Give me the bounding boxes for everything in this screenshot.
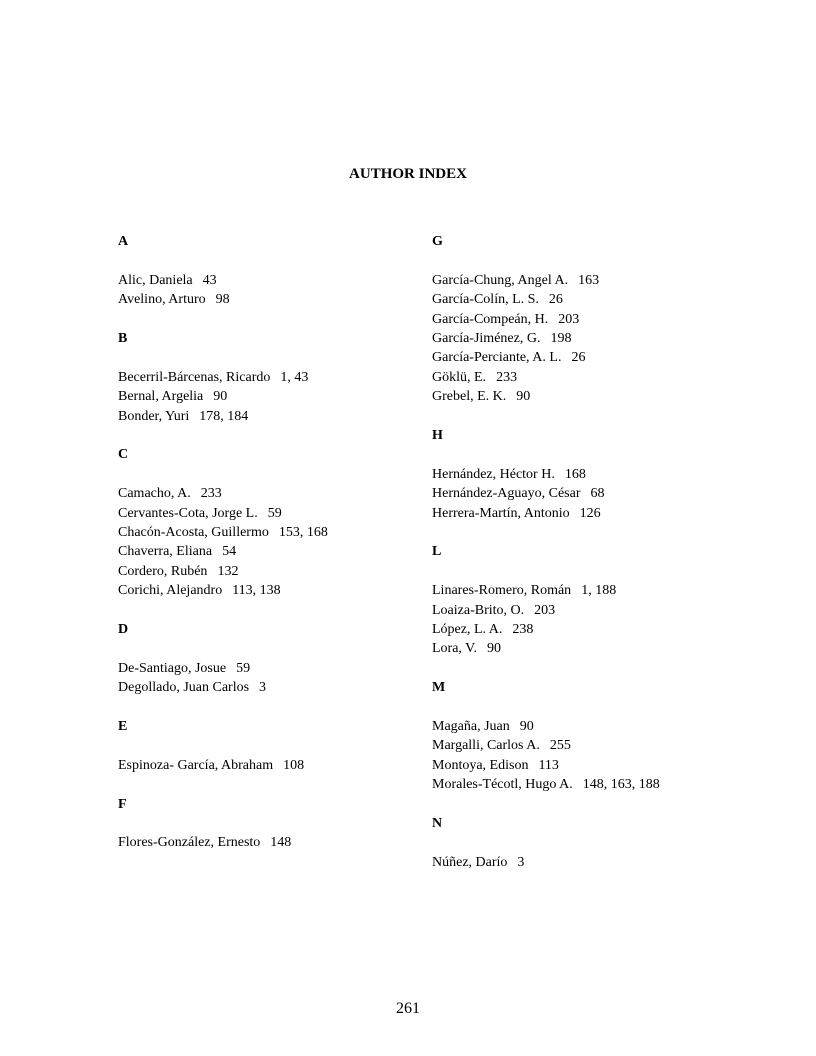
author-name: Cordero, Rubén xyxy=(118,563,208,579)
page-refs: 108 xyxy=(283,757,305,773)
author-name: Lora, V. xyxy=(432,641,477,657)
index-entry xyxy=(432,387,660,406)
author-name: Hernández-Aguayo, César xyxy=(432,486,581,502)
index-entry xyxy=(432,310,660,329)
index-entry xyxy=(118,368,328,387)
author-name: Grebel, E. K. xyxy=(432,389,507,405)
index-entry xyxy=(118,542,328,561)
index-section-c xyxy=(118,445,328,600)
page-refs: 59 xyxy=(267,505,282,521)
page-refs: 153, 168 xyxy=(278,525,328,541)
page-refs: 1, 188 xyxy=(581,583,617,599)
index-entry xyxy=(118,659,328,678)
section-letter: F xyxy=(118,796,127,812)
author-name: De-Santiago, Josue xyxy=(118,660,227,676)
index-entry xyxy=(118,271,328,290)
index-section-n xyxy=(432,814,660,872)
index-entry xyxy=(118,484,328,503)
author-name: Linares-Romero, Román xyxy=(432,583,572,599)
page-refs: 59 xyxy=(236,660,251,676)
page-refs: 178, 184 xyxy=(199,408,249,424)
page-refs: 3 xyxy=(259,680,267,696)
index-entry xyxy=(118,562,328,581)
page-refs: 113 xyxy=(538,757,559,773)
index-entry xyxy=(432,581,660,600)
author-name: Magaña, Juan xyxy=(432,719,510,735)
index-entry xyxy=(118,387,328,406)
page-refs: 163 xyxy=(578,272,600,288)
index-entry xyxy=(118,581,328,600)
index-entry xyxy=(432,639,660,658)
page-refs: 1, 43 xyxy=(280,369,309,385)
author-name: García-Jiménez, G. xyxy=(432,331,541,347)
page-refs: 90 xyxy=(213,389,228,405)
author-name: García-Compeán, H. xyxy=(432,311,549,327)
page-refs: 90 xyxy=(519,719,534,735)
page-refs: 26 xyxy=(571,350,586,366)
index-entry xyxy=(432,775,660,794)
index-entry xyxy=(432,368,660,387)
author-name: Chaverra, Eliana xyxy=(118,544,213,560)
index-entry xyxy=(432,717,660,736)
author-name: García-Perciante, A. L. xyxy=(432,350,562,366)
author-name: Loaiza-Brito, O. xyxy=(432,602,525,618)
page-refs: 132 xyxy=(217,563,239,579)
index-entry xyxy=(432,736,660,755)
page-refs: 148 xyxy=(270,835,292,851)
author-name: Bernal, Argelia xyxy=(118,389,204,405)
index-entry xyxy=(432,601,660,620)
author-name: Hernández, Héctor H. xyxy=(432,466,555,482)
page-refs: 54 xyxy=(222,544,237,560)
author-name: Avelino, Arturo xyxy=(118,292,206,308)
section-letter: B xyxy=(118,331,128,346)
index-section-g xyxy=(432,232,660,407)
index-section-e xyxy=(118,717,328,775)
section-letter: L xyxy=(432,544,442,560)
index-entry xyxy=(432,290,660,309)
author-name: Becerril-Bárcenas, Ricardo xyxy=(118,369,271,385)
page-refs: 90 xyxy=(516,389,531,405)
author-name: Montoya, Edison xyxy=(432,757,529,773)
page-refs: 90 xyxy=(486,641,501,657)
index-entry xyxy=(432,348,660,367)
index-entry xyxy=(118,756,328,775)
section-letter: D xyxy=(118,622,129,638)
section-letter: G xyxy=(432,234,443,249)
author-name: Cervantes-Cota, Jorge L. xyxy=(118,505,258,521)
author-name: Alic, Daniela xyxy=(118,272,193,288)
section-letter: N xyxy=(432,816,443,832)
index-entry xyxy=(432,271,660,290)
section-letter: A xyxy=(118,234,129,249)
page-refs: 68 xyxy=(590,486,605,502)
index-section-f xyxy=(118,795,328,853)
right-column xyxy=(432,232,660,892)
index-entry xyxy=(432,504,660,523)
index-section-h xyxy=(432,426,660,523)
author-name: Margalli, Carlos A. xyxy=(432,738,540,754)
author-name: Camacho, A. xyxy=(118,486,191,502)
section-letter: C xyxy=(118,447,129,463)
index-section-m xyxy=(432,678,660,794)
author-name: Göklü, E. xyxy=(432,369,487,385)
page-refs: 148, 163, 188 xyxy=(582,777,660,793)
page-refs: 168 xyxy=(564,466,586,482)
author-name: Herrera-Martín, Antonio xyxy=(432,505,570,521)
index-section-a xyxy=(118,232,328,310)
page-refs: 26 xyxy=(548,292,563,308)
index-entry xyxy=(432,620,660,639)
page-refs: 98 xyxy=(215,292,230,308)
page-refs: 198 xyxy=(550,331,572,347)
page-refs: 255 xyxy=(549,738,571,754)
author-name: Degollado, Juan Carlos xyxy=(118,680,250,696)
author-name: Morales-Técotl, Hugo A. xyxy=(432,777,573,793)
author-name: García-Chung, Angel A. xyxy=(432,272,569,288)
page-title: AUTHOR INDEX xyxy=(349,166,467,182)
page-refs: 113, 138 xyxy=(232,583,281,599)
author-name: López, L. A. xyxy=(432,622,503,638)
index-entry xyxy=(118,523,328,542)
index-entry xyxy=(432,465,660,484)
page-number: 261 xyxy=(396,1000,420,1017)
author-name: Flores-González, Ernesto xyxy=(118,835,261,851)
page-refs: 203 xyxy=(558,311,580,327)
index-section-b xyxy=(118,329,328,426)
author-name: Chacón-Acosta, Guillermo xyxy=(118,525,269,541)
page-refs: 3 xyxy=(517,854,525,870)
page-refs: 203 xyxy=(534,602,556,618)
page-refs: 233 xyxy=(200,486,222,502)
index-entry xyxy=(432,484,660,503)
index-section-l xyxy=(432,542,660,658)
author-name: Corichi, Alejandro xyxy=(118,583,223,599)
author-name: Espinoza- García, Abraham xyxy=(118,757,274,773)
index-section-d xyxy=(118,620,328,698)
index-entry xyxy=(118,407,328,426)
page-refs: 238 xyxy=(512,622,534,638)
page-refs: 43 xyxy=(202,272,217,288)
author-name: Bonder, Yuri xyxy=(118,408,190,424)
section-letter: E xyxy=(118,719,128,735)
index-entry xyxy=(118,678,328,697)
index-entry xyxy=(432,756,660,775)
page-refs: 233 xyxy=(496,369,518,385)
section-letter: M xyxy=(432,680,446,696)
page-refs: 126 xyxy=(579,505,601,521)
index-entry xyxy=(432,329,660,348)
index-entry xyxy=(118,833,328,852)
left-column xyxy=(118,232,328,872)
author-name: García-Colín, L. S. xyxy=(432,292,539,308)
section-letter: H xyxy=(432,428,443,444)
index-entry xyxy=(118,290,328,309)
index-entry xyxy=(118,504,328,523)
author-name: Núñez, Darío xyxy=(432,854,508,870)
index-entry xyxy=(432,853,660,872)
